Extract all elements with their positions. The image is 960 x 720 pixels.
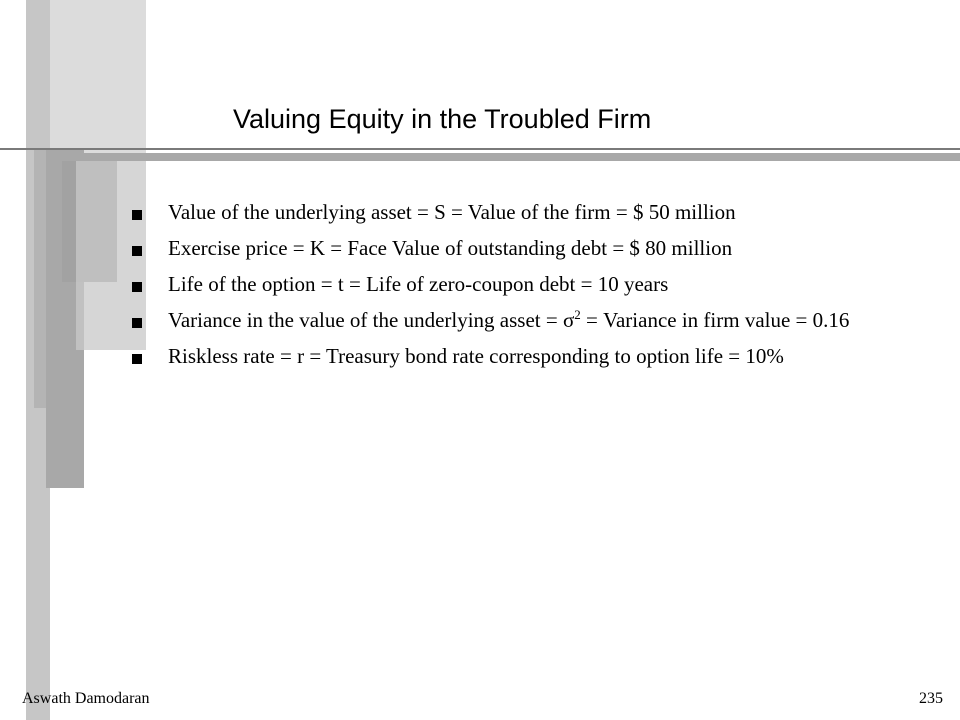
bullet-item [132,200,912,225]
bullet-list [132,200,912,380]
bullet-text-pre: Variance in the value of the underlying asset = [168,308,563,332]
superscript: 2 [574,307,581,322]
slide-title: Valuing Equity in the Troubled Firm [233,104,652,134]
title-underline-bar [54,153,960,161]
bullet-item [132,308,912,333]
square-bullet-icon [132,282,142,292]
bullet-text: Exercise price = K = Face Value of outstanding debt = $ 80 million [168,236,733,260]
square-bullet-icon [132,210,142,220]
sigma-symbol: σ [562,308,575,332]
bullet-text: Riskless rate = r = Treasury bond rate corresponding to option life = 10% [168,344,784,368]
footer-author: Aswath Damodaran [22,690,150,707]
bullet-text: Life of the option = t = Life of zero-coupon debt = 10 years [168,272,669,296]
bullet-text-post: = Variance in firm value = 0.16 [580,308,850,332]
square-bullet-icon [132,318,142,328]
title-divider [0,148,960,150]
bullet-text: Value of the underlying asset = S = Value of the firm = $ 50 million [168,200,736,224]
bullet-item [132,236,912,261]
square-bullet-icon [132,246,142,256]
bullet-item [132,344,912,369]
page-number: 235 [919,690,943,707]
bullet-item [132,272,912,297]
square-bullet-icon [132,354,142,364]
